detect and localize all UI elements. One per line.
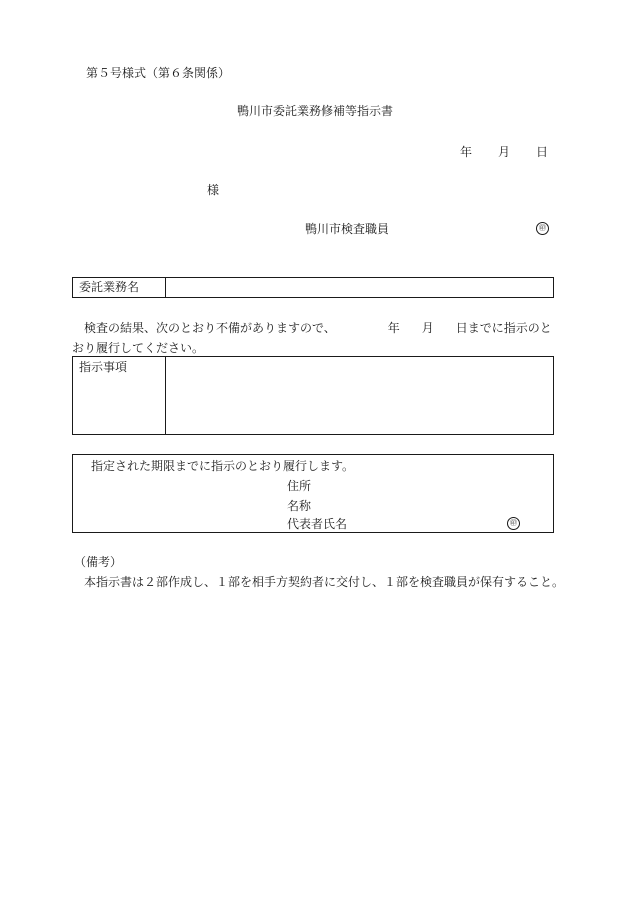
contract-name-label: 委託業務名 bbox=[73, 278, 166, 297]
document-title: 鴨川市委託業務修補等指示書 bbox=[236, 104, 393, 118]
instruction-text bbox=[72, 318, 560, 358]
issue-date bbox=[460, 146, 548, 158]
acknowledgement-box bbox=[72, 454, 554, 533]
instruction-items-table bbox=[72, 356, 554, 435]
date-day-label: 日 bbox=[535, 145, 548, 159]
deadline-year-label: 年 bbox=[387, 321, 400, 335]
remarks-heading: （備考） bbox=[74, 555, 123, 569]
date-year-label: 年 bbox=[459, 145, 472, 159]
contract-name-table bbox=[72, 277, 554, 298]
instruction-part2: 日までに指示のとおり履行してください。 bbox=[72, 321, 552, 355]
form-number: 第５号様式（第６条関係） bbox=[86, 66, 231, 80]
addressee-honorific: 様 bbox=[207, 183, 220, 197]
date-month-label: 月 bbox=[497, 145, 510, 159]
representative-seal-icon: ㊞ bbox=[507, 517, 520, 530]
inspector-label: 鴨川市検査職員 bbox=[305, 222, 390, 236]
address-label: 住所 bbox=[287, 479, 312, 493]
instruction-items-label: 指示事項 bbox=[73, 357, 166, 434]
inspector-seal-icon: ㊞ bbox=[536, 222, 549, 235]
instruction-part1: 検査の結果、次のとおり不備がありますので、 bbox=[84, 321, 336, 335]
remarks-body: 本指示書は２部作成し、１部を相手方契約者に交付し、１部を検査職員が保有すること。 bbox=[84, 575, 565, 589]
acknowledgement-statement: 指定された期限までに指示のとおり履行します。 bbox=[91, 459, 355, 473]
deadline-month-label: 月 bbox=[421, 321, 434, 335]
representative-name-label: 代表者氏名 bbox=[287, 517, 348, 531]
company-name-label: 名称 bbox=[287, 499, 312, 513]
